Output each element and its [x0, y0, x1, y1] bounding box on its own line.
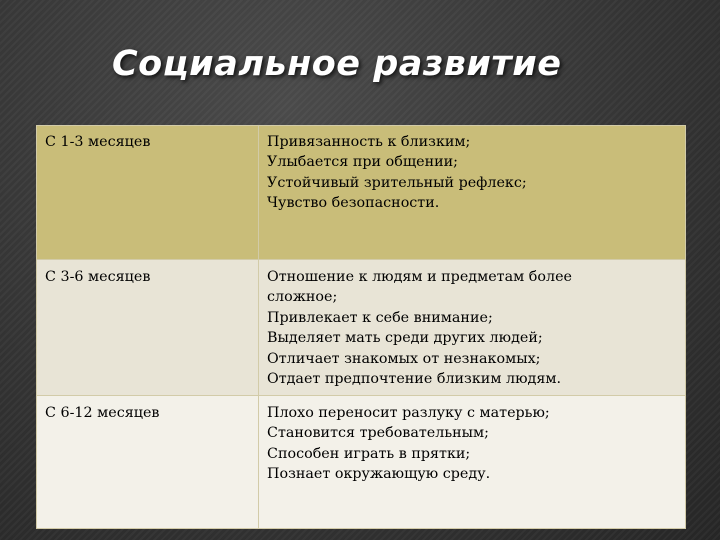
age-label: С 6-12 месяцев [45, 405, 160, 421]
skills-cell [259, 396, 686, 529]
skills-cell [259, 126, 686, 260]
age-cell [37, 396, 259, 529]
skill-line: Способен играть в прятки; [267, 445, 471, 462]
age-label: С 1-3 месяцев [45, 134, 151, 150]
skill-line: Устойчивый зрительный рефлекс; [267, 174, 527, 191]
skill-line: сложное; [267, 289, 338, 306]
skill-line: Становится требовательным; [267, 425, 489, 442]
skill-line: Выделяет мать среди других людей; [267, 330, 543, 347]
skill-line: Чувство безопасности. [267, 195, 440, 212]
table-row [37, 260, 686, 396]
skill-line: Привязанность к близким; [267, 134, 471, 150]
skill-line: Улыбается при общении; [267, 154, 458, 171]
age-cell [37, 126, 259, 260]
table-row [37, 126, 686, 260]
table-row [37, 396, 686, 529]
skill-line: Отдает предпочтение близким людям. [267, 371, 562, 388]
skill-line: Отличает знакомых от незнакомых; [267, 350, 541, 367]
slide-title: Социальное развитие [112, 44, 562, 84]
skill-line: Плохо переносит разлуку с матерью; [267, 405, 550, 421]
skill-line: Отношение к людям и предметам более [267, 269, 572, 285]
development-table [36, 125, 686, 529]
skill-line: Познает окружающую среду. [267, 466, 491, 483]
skills-cell [259, 260, 686, 396]
skill-line: Привлекает к себе внимание; [267, 309, 493, 326]
age-label: С 3-6 месяцев [45, 269, 151, 285]
age-cell [37, 260, 259, 396]
